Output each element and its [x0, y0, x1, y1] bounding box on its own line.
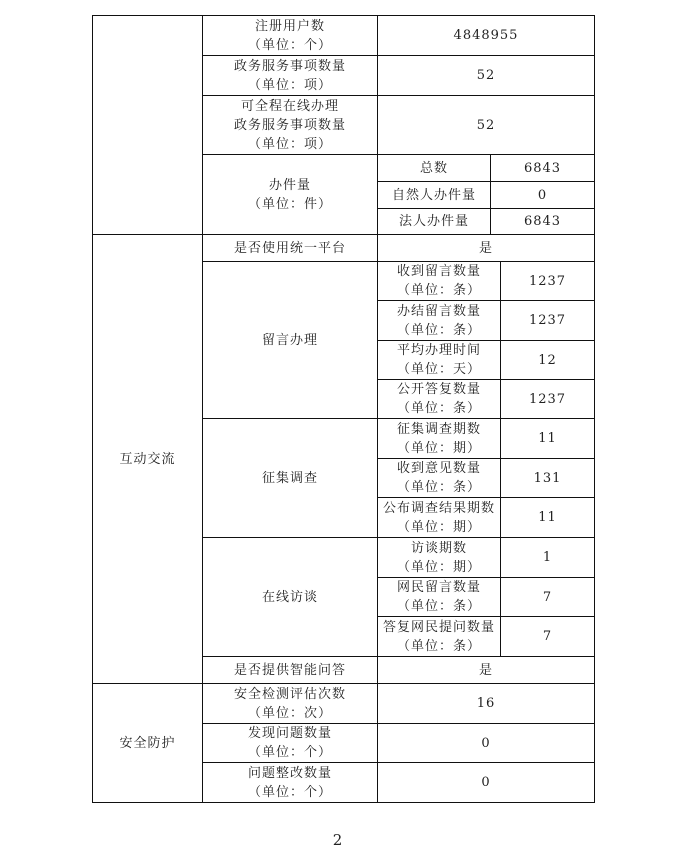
- label-cases: [202, 154, 378, 235]
- value-answers-text: 7: [542, 629, 553, 644]
- value-avg-time-text: 12: [538, 352, 557, 368]
- section-cell-top: [92, 15, 203, 235]
- value-opinions-text: 131: [533, 470, 562, 486]
- value-netizen-msgs: [500, 577, 595, 617]
- label-cases-legal-text: 法人办件量: [398, 214, 469, 229]
- value-received: [500, 261, 595, 301]
- label-interview-periods: [377, 537, 501, 578]
- group-interview: [202, 537, 378, 657]
- label-cases-natural-text: 自然人办件量: [391, 187, 476, 203]
- section-label-interaction: 互动交流: [119, 451, 176, 467]
- value-answers: [500, 616, 595, 657]
- value-online-items-text: 52: [476, 117, 496, 133]
- value-registered-users: [377, 15, 595, 56]
- label-issues-found-text: 发现问题数量 （单位：个）: [247, 726, 332, 760]
- value-online-items: [377, 95, 595, 155]
- label-smart-qa-text: 是否提供智能问答: [233, 662, 346, 678]
- label-results-text: 公布调查结果期数 （单位：期）: [382, 500, 495, 535]
- value-cases-total-text: 6843: [523, 160, 562, 176]
- label-concluded: [377, 300, 501, 341]
- value-issues-fixed-text: 0: [481, 775, 491, 790]
- label-netizen-msgs-text: 网民留言数量 （单位：条）: [396, 580, 481, 614]
- label-concluded-text: 办结留言数量 （单位：条）: [396, 303, 481, 338]
- label-avg-time-text: 平均办理时间 （单位：天）: [396, 343, 481, 377]
- value-public-reply-text: 1237: [528, 391, 567, 407]
- label-public-reply-text: 公开答复数量 （单位：条）: [396, 382, 481, 416]
- label-service-items-text: 政务服务事项数量 （单位：项）: [233, 58, 346, 93]
- label-cases-total-text: 总数: [419, 160, 448, 176]
- section-cell-security: [92, 683, 203, 803]
- label-cases-legal: [377, 208, 491, 235]
- label-received: [377, 261, 501, 301]
- label-avg-time: [377, 340, 501, 380]
- value-survey-periods: [500, 418, 595, 459]
- value-results: [500, 497, 595, 538]
- label-received-text: 收到留言数量 （单位：条）: [396, 264, 481, 298]
- label-unified-platform-text: 是否使用统一平台: [233, 240, 346, 256]
- label-results: [377, 497, 501, 538]
- value-cases-natural-text: 0: [537, 187, 548, 203]
- value-security-checks-text: 16: [476, 696, 496, 711]
- value-issues-found-text: 0: [481, 735, 491, 751]
- value-opinions: [500, 458, 595, 498]
- value-received-text: 1237: [528, 273, 567, 289]
- label-security-checks: [202, 683, 378, 724]
- value-concluded-text: 1237: [528, 313, 567, 328]
- value-service-items-text: 52: [476, 68, 496, 83]
- section-label-security: 安全防护: [119, 735, 176, 751]
- label-answers-text: 答复网民提问数量 （单位：条）: [382, 619, 495, 654]
- value-netizen-msgs-text: 7: [542, 589, 553, 605]
- value-smart-qa-text: 是: [478, 662, 493, 678]
- label-netizen-msgs: [377, 577, 501, 617]
- value-cases-total: [490, 154, 595, 182]
- label-issues-fixed-text: 问题整改数量 （单位：个）: [247, 765, 332, 800]
- label-cases-text: 办件量 （单位：件）: [247, 177, 332, 212]
- value-unified-platform: [377, 234, 595, 262]
- label-public-reply: [377, 379, 501, 419]
- value-avg-time: [500, 340, 595, 380]
- label-registered-users: [202, 15, 378, 56]
- group-messages: [202, 261, 378, 419]
- value-public-reply: [500, 379, 595, 419]
- label-cases-total: [377, 154, 491, 182]
- page-number: 2: [332, 831, 343, 849]
- value-interview-periods-text: 1: [542, 550, 553, 565]
- label-opinions-text: 收到意见数量 （单位：条）: [396, 461, 481, 495]
- section-cell-interaction: [92, 234, 203, 684]
- label-interview-periods-text: 访谈期数 （单位：期）: [396, 540, 481, 575]
- label-issues-found: [202, 723, 378, 763]
- label-cases-natural: [377, 181, 491, 209]
- label-online-items-text: 可全程在线办理 政务服务事项数量 （单位：项）: [233, 98, 346, 152]
- label-smart-qa: [202, 656, 378, 684]
- group-interview-label: 在线访谈: [261, 589, 318, 605]
- group-survey: [202, 418, 378, 538]
- value-cases-legal-text: 6843: [523, 214, 562, 229]
- value-cases-legal: [490, 208, 595, 235]
- value-results-text: 11: [538, 510, 557, 525]
- label-survey-periods: [377, 418, 501, 459]
- value-unified-platform-text: 是: [478, 240, 493, 256]
- value-cases-natural: [490, 181, 595, 209]
- group-messages-label: 留言办理: [261, 332, 318, 348]
- value-registered-users-text: 4848955: [453, 28, 519, 43]
- label-opinions: [377, 458, 501, 498]
- value-smart-qa: [377, 656, 595, 684]
- label-registered-users-text: 注册用户数 （单位：个）: [247, 18, 332, 53]
- value-concluded: [500, 300, 595, 341]
- value-service-items: [377, 55, 595, 96]
- value-security-checks: [377, 683, 595, 724]
- label-unified-platform: [202, 234, 378, 262]
- label-issues-fixed: [202, 762, 378, 803]
- label-online-items: [202, 95, 378, 155]
- label-survey-periods-text: 征集调查期数 （单位：期）: [396, 421, 481, 456]
- value-issues-found: [377, 723, 595, 763]
- label-answers: [377, 616, 501, 657]
- value-issues-fixed: [377, 762, 595, 803]
- value-interview-periods: [500, 537, 595, 578]
- label-security-checks-text: 安全检测评估次数 （单位：次）: [233, 686, 346, 721]
- label-service-items: [202, 55, 378, 96]
- group-survey-label: 征集调查: [261, 470, 318, 486]
- value-survey-periods-text: 11: [538, 431, 557, 446]
